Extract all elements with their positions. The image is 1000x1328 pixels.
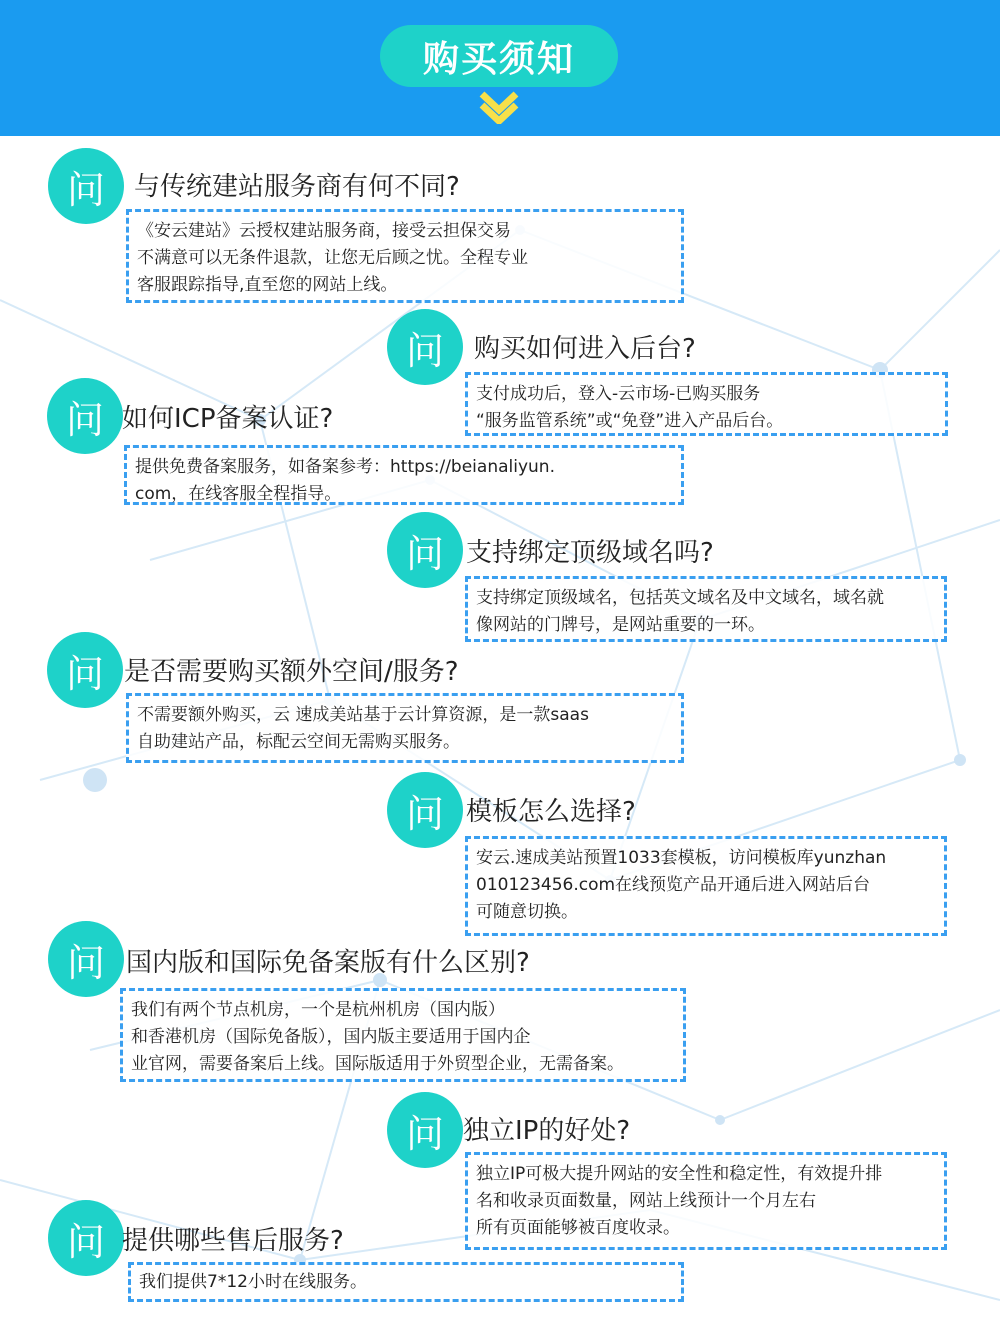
answer-line: 独立IP可极大提升网站的安全性和稳定性，有效提升排 <box>476 1164 883 1184</box>
question-text: 独立IP的好处? <box>463 1116 631 1146</box>
answer-box <box>465 576 947 642</box>
question-icon: 问 <box>387 512 463 588</box>
question-text: 是否需要购买额外空间/服务? <box>124 657 459 687</box>
question-text: 如何ICP备案认证? <box>122 404 334 434</box>
question-text: 国内版和国际免备案版有什么区别? <box>126 948 530 978</box>
question-icon: 问 <box>48 921 124 997</box>
answer-line: 安云.速成美站预置1033套模板，访问模板库yunzhan <box>476 848 887 868</box>
answer-line: 我们提供7*12小时在线服务。 <box>139 1272 367 1292</box>
answer-line: “服务监管系统”或“免登”进入产品后台。 <box>476 411 784 431</box>
answer-line: 自助建站产品，标配云空间无需购买服务。 <box>137 732 460 752</box>
question-text: 购买如何进入后台? <box>474 334 696 364</box>
question-text: 模板怎么选择? <box>466 797 636 827</box>
question-icon: 问 <box>387 1092 463 1168</box>
answer-box <box>126 209 684 303</box>
question-icon: 问 <box>387 309 463 385</box>
answer-box <box>128 1262 684 1302</box>
answer-line: 我们有两个节点机房，一个是杭州机房（国内版） <box>131 1000 505 1020</box>
answer-line: com，在线客服全程指导。 <box>135 484 342 504</box>
question-icon: 问 <box>387 772 463 848</box>
answer-line: 不需要额外购买，云 速成美站基于云计算资源，是一款saas <box>137 705 589 725</box>
answer-box <box>465 372 948 436</box>
header-banner <box>0 0 1000 136</box>
chevron-down-icon <box>478 90 520 124</box>
answer-line: 支付成功后，登入-云市场-已购买服务 <box>476 384 761 404</box>
question-text: 与传统建站服务商有何不同? <box>134 172 460 202</box>
answer-line: 像网站的门牌号，是网站重要的一环。 <box>476 615 765 635</box>
question-text: 提供哪些售后服务? <box>122 1226 344 1256</box>
answer-line: 所有页面能够被百度收录。 <box>476 1218 680 1238</box>
answer-line: 客服跟踪指导,直至您的网站上线。 <box>137 275 398 295</box>
answer-box <box>120 988 686 1082</box>
question-icon: 问 <box>48 148 124 224</box>
answer-box <box>465 836 947 936</box>
answer-box <box>124 445 684 505</box>
question-icon: 问 <box>47 632 123 708</box>
answer-line: 业官网，需要备案后上线。国际版适用于外贸型企业，无需备案。 <box>131 1054 624 1074</box>
answer-line: 可随意切换。 <box>476 902 578 922</box>
answer-line: 010123456.com在线预览产品开通后进入网站后台 <box>476 875 871 895</box>
answer-line: 《安云建站》云授权建站服务商，接受云担保交易 <box>137 221 511 241</box>
answer-box <box>465 1152 947 1250</box>
answer-line: 和香港机房（国际免备版），国内版主要适用于国内企 <box>131 1027 531 1047</box>
question-icon: 问 <box>47 378 123 454</box>
answer-box <box>126 693 684 763</box>
answer-line: 支持绑定顶级域名，包括英文域名及中文域名，域名就 <box>476 588 884 608</box>
page-title: 购买须知 <box>380 25 618 87</box>
question-text: 支持绑定顶级域名吗? <box>466 538 714 568</box>
answer-line: 提供免费备案服务，如备案参考：https://beianaliyun. <box>135 457 555 477</box>
answer-line: 不满意可以无条件退款，让您无后顾之忧。全程专业 <box>137 248 528 268</box>
question-icon: 问 <box>48 1200 124 1276</box>
answer-line: 名和收录页面数量，网站上线预计一个月左右 <box>476 1191 816 1211</box>
